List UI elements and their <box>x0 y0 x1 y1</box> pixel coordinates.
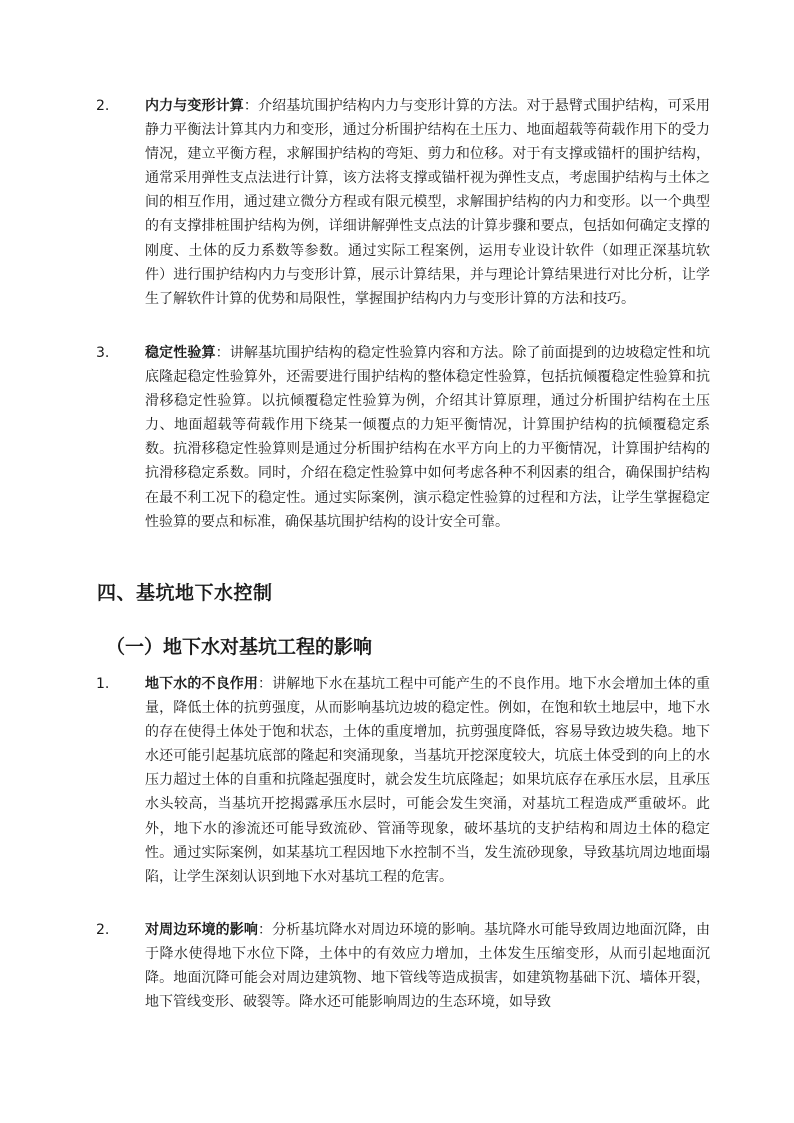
list-item-text: ：讲解基坑围护结构的稳定性验算内容和方法。除了前面提到的边坡稳定性和坑底隆起稳定性验算外，还需要进行围护结构的整体稳定性验算，包括抗倾覆稳定性验算和抗滑移稳定性验算。以抗倾覆稳定性验算为例，介绍其计算原理，通过分析围护结构在土压力、地面超载等荷载作用下绕某一倾覆点的力矩平衡情况，计算围护结构的抗倾覆稳定系数。抗滑移稳定性验算则是通过分析围护结构在水平方向上的力平衡情况，计算围护结构的抗滑移稳定系数。同时，介绍在稳定性验算中如何考虑各种不利因素的组合，确保围护结构在最不利工况下的稳定性。通过实际案例，演示稳定性验算的过程和方法，让学生掌握稳定性验算的要点和标准，确保基坑围护结构的设计安全可靠。 <box>145 345 711 530</box>
list-item-text: ：分析基坑降水对周边环境的影响。基坑降水可能导致周边地面沉降，由于降水使得地下水位下降，土体中的有效应力增加，土体发生压缩变形，从而引起地面沉降。地面沉降可能会对周边建筑物、地下管线等造成损害，如建筑物基础下沉、墙体开裂，地下管线变形、破裂等。降水还可能影响周边的生态环境，如导致 <box>145 922 711 1011</box>
list-item-text: ：介绍基坑围护结构内力与变形计算的方法。对于悬臂式围护结构，可采用静力平衡法计算其内力和变形，通过分析围护结构在土压力、地面超载等荷载作用下的受力情况，建立平衡方程，求解围护结构的弯矩、剪力和位移。对于有支撑或锚杆的围护结构，通常采用弹性支点法进行计算，该方法将支撑或锚杆视为弹性支点，考虑围护结构与土体之间的相互作用，通过建立微分方程或有限元模型，求解围护结构的内力和变形。以一个典型的有支撑排桩围护结构为例，详细讲解弹性支点法的计算步骤和要点，包括如何确定支撑的刚度、土体的反力系数等参数。通过实际工程案例，运用专业设计软件（如理正深基坑软件）进行围护结构内力与变形计算，展示计算结果，并与理论计算结果进行对比分析，让学生了解软件计算的优势和局限性，掌握围护结构内力与变形计算的方法和技巧。 <box>145 98 711 307</box>
list-item-title: 内力与变形计算 <box>145 98 244 114</box>
list-item-body <box>145 672 710 889</box>
list-item-title: 稳定性验算 <box>145 345 216 361</box>
list-item-body <box>145 918 710 1014</box>
list-item-text: ：讲解地下水在基坑工程中可能产生的不良作用。地下水会增加土体的重量，降低土体的抗剪强度，从而影响基坑边坡的稳定性。例如，在饱和软土地层中，地下水的存在使得土体处于饱和状态，土体的重度增加，抗剪强度降低，容易导致边坡失稳。地下水还可能引起基坑底部的隆起和突涌现象，当基坑开挖深度较大，坑底土体受到的向上的水压力超过土体的自重和抗隆起强度时，就会发生坑底隆起；如果坑底存在承压水层，且承压水头较高，当基坑开挖揭露承压水层时，可能会发生突涌，对基坑工程造成严重破坏。此外，地下水的渗流还可能导致流砂、管涌等现象，破坏基坑的支护结构和周边土体的稳定性。通过实际案例，如某基坑工程因地下水控制不当，发生流砂现象，导致基坑周边地面塌陷，让学生深刻认识到地下水对基坑工程的危害。 <box>145 676 711 885</box>
list-item-body <box>145 341 710 534</box>
list-item-title: 地下水的不良作用 <box>145 676 259 692</box>
list-number: 1. <box>96 676 110 692</box>
list-number: 3. <box>96 345 110 361</box>
subsection-heading: （一）地下水对基坑工程的影响 <box>106 636 373 658</box>
section-heading: 四、基坑地下水控制 <box>97 582 273 604</box>
list-item-body <box>145 94 710 311</box>
list-item-title: 对周边环境的影响 <box>145 922 259 938</box>
list-number: 2. <box>96 922 110 938</box>
list-number: 2. <box>96 98 110 114</box>
